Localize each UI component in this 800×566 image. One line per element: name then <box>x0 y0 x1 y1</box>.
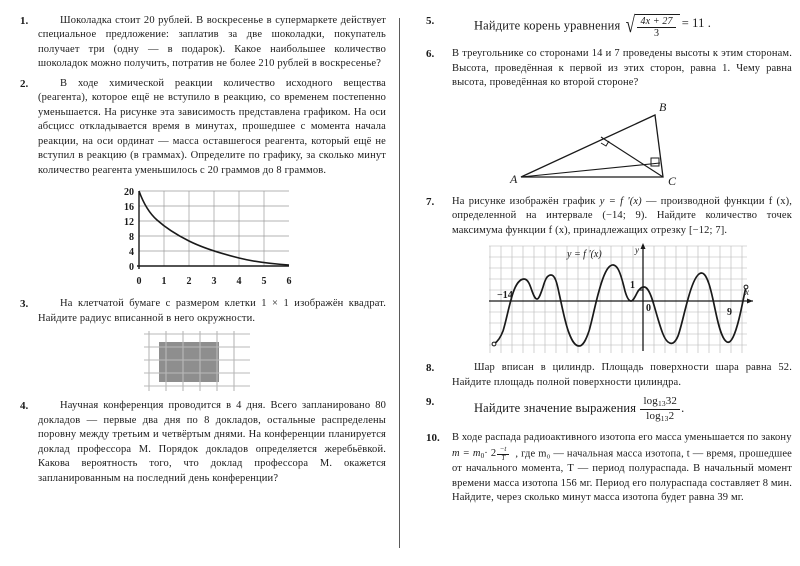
square-grid-svg <box>138 331 256 393</box>
problem-6-number: 6. <box>426 48 435 61</box>
problem-9-body: Найдите значение выражения <box>474 401 637 416</box>
decay-xtick-1: 1 <box>161 276 167 288</box>
triangle-label-a: A <box>510 171 518 186</box>
log-num-base: log <box>643 395 658 408</box>
problem-8-number: 8. <box>426 362 435 375</box>
curve-endpoint-left <box>492 342 496 346</box>
problem-5-text <box>452 14 792 39</box>
problem-7 <box>418 195 792 238</box>
equation-fraction <box>637 16 675 39</box>
problem-9-text <box>452 395 792 423</box>
problem-1-number: 1. <box>20 15 29 27</box>
problem-9 <box>418 395 792 423</box>
formula-exponent <box>497 446 509 463</box>
left-column <box>8 14 400 556</box>
shaded-square <box>159 342 219 382</box>
altitude-from-c <box>601 137 663 177</box>
decay-grid <box>139 191 289 266</box>
problem-4-body: Научная конференция проводится в 4 дня. Всего запланировано 80 докладов — первые два дня по 8 докладов, остальные распределены поровну между третьим и четвёртым днями. На конференции планируется доклад профессора М. Порядок докладов определяется жеребьёвкой. Какова вероятность того, что доклад профессора М. окажется запланированным на последний день конференции? <box>38 400 386 484</box>
triangle-label-b: B <box>659 99 667 114</box>
log-den-arg: 2 <box>668 409 675 422</box>
problem-4-text <box>38 399 386 486</box>
decay-xtick-0: 0 <box>136 276 142 288</box>
triangle-abc <box>521 115 663 177</box>
equation-denominator: 3 <box>653 28 660 40</box>
decay-ytick-20: 20 <box>124 187 134 199</box>
problem-8-body: Шар вписан в цилиндр. Площадь поверхности шара равна 52. Найдите площадь полной поверхности цилиндра. <box>452 362 792 388</box>
derivative-grid <box>489 246 747 353</box>
problem-4-number: 4. <box>20 400 29 413</box>
problem-7-body-1: На рисунке изображён график <box>452 195 596 207</box>
log-denominator <box>640 410 680 423</box>
problem-10-number: 10. <box>426 432 440 445</box>
log-numerator <box>640 395 680 409</box>
formula-mid: · 2 <box>484 447 497 459</box>
problem-9-number: 9. <box>426 396 435 409</box>
problem-8-text <box>452 361 792 390</box>
exponent-num-var: t <box>504 444 507 453</box>
decay-ytick-4: 4 <box>129 247 134 259</box>
problem-6-body: В треугольнике со сторонами 14 и 7 проведены высоты к этим сторонам. Высота, проведённая к первой из этих сторон, равна 1. Чему равна высота, проведённая ко второй стороне? <box>452 48 792 89</box>
problem-7-number: 7. <box>426 195 435 208</box>
problem-3-body: На клетчатой бумаге с размером клетки 1 × 1 изображён квадрат. Найдите радиус вписанной в него окружности. <box>38 298 386 324</box>
problem-8 <box>418 361 792 390</box>
problem-2 <box>8 77 386 178</box>
decay-ytick-0: 0 <box>129 262 134 274</box>
log-num-sub: 13 <box>657 399 666 409</box>
figure-triangle <box>418 97 792 189</box>
decay-ytick-8: 8 <box>129 232 134 244</box>
problem-3-number: 3. <box>20 298 29 311</box>
problem-7-text <box>452 195 792 238</box>
triangle-label-c: C <box>668 173 677 188</box>
radical-sign: √ <box>625 12 635 37</box>
triangle-svg <box>505 97 705 189</box>
right-column <box>400 14 792 556</box>
derivative-axis-y-label: y <box>635 245 639 256</box>
exponent-denominator: T <box>501 453 506 462</box>
figure-square-grid <box>8 331 386 393</box>
problem-10-formula <box>452 444 513 462</box>
problem-10 <box>418 431 792 506</box>
equation-numerator: 4x + 27 <box>637 16 675 28</box>
problem-5-number: 5. <box>426 15 435 27</box>
problem-2-text <box>38 77 386 178</box>
derivative-label-nine: 9 <box>727 307 732 319</box>
problem-6-text <box>452 47 792 90</box>
decay-x-ticks <box>137 276 292 287</box>
derivative-label-minus14: −14 <box>497 290 513 302</box>
problem-2-body: В ходе химической реакции количество исходного вещества (реагента), которое ещё не вступило в реакцию, со временем постепенно уменьшается. На рисунке эта зависимость представлена графиком. На оси абсцисс откладывается время в минутах, прошедшее с момента начала реакции, на оси ординат — масса оставшегося реагента, который ещё не вступил в реакцию (в граммах). Определите по графику, за сколько минут количество реагента уменьшилось с 20 граммов до 8 граммов. <box>38 77 386 176</box>
exponent-sign: − <box>500 444 505 453</box>
log-num-arg: 32 <box>665 395 678 408</box>
derivative-axis-x-label: x <box>745 287 749 298</box>
figure-derivative-graph <box>418 243 792 355</box>
problem-1 <box>8 14 386 72</box>
problem-1-body: Шоколадка стоит 20 рублей. В воскресенье в супермаркете действует специальное предложение: заплатив за две шоколадки, покупатель получает три (одну — в подарок). Какое наибольшее количество шоколадок можно получить, потратив не более 210 рублей в воскресенье? <box>38 15 386 70</box>
problem-10-body-2: , где m₀ — начальная масса изотопа, t — время, прошедшее от начального момента, T — период полураспада. В начальный момент времени масса изотопа 156 мг. Период его полураспада составляет 8 мин. Найдите, через сколько минут масса изотопа будет равна 39 мг. <box>452 447 792 504</box>
problem-3-text <box>38 297 386 326</box>
decay-xtick-6: 6 <box>286 276 292 288</box>
problem-9-period: . <box>681 401 685 416</box>
derivative-curve-label: y = f '(x) <box>567 249 602 261</box>
problem-10-body-1: В ходе распада радиоактивного изотопа его масса уменьшается по закону <box>452 432 792 444</box>
log-den-sub: 13 <box>660 413 669 423</box>
altitude-from-a <box>521 163 660 177</box>
decay-y-ticks <box>124 187 134 273</box>
derivative-label-one: 1 <box>630 280 635 292</box>
decay-xtick-5: 5 <box>261 276 267 288</box>
equation-equals: = 11 . <box>681 16 712 30</box>
problem-6 <box>418 47 792 90</box>
decay-xtick-3: 3 <box>211 276 217 288</box>
derivative-graph-svg <box>455 243 755 355</box>
derivative-label-origin: 0 <box>646 303 651 315</box>
problem-2-number: 2. <box>20 77 29 90</box>
decay-ytick-16: 16 <box>124 202 134 214</box>
problem-9-fraction <box>640 395 680 423</box>
problem-7-body-2: — производной функции f (x), определенной на интервале (−14; 9). Найдите количество точек максимума функции f (x), принадлежащих отрезку [−12; 7]. <box>452 195 793 236</box>
problem-1-text <box>38 14 386 72</box>
problem-7-formula: y = f '(x) <box>599 195 642 207</box>
problem-5-equation <box>624 14 711 39</box>
problem-4 <box>8 399 386 486</box>
decay-ytick-12: 12 <box>124 217 134 229</box>
decay-xtick-4: 4 <box>236 276 242 288</box>
problem-10-text <box>452 431 792 506</box>
problem-3 <box>8 297 386 326</box>
figure-decay-graph <box>8 183 386 291</box>
problem-5-body: Найдите корень уравнения <box>474 18 621 33</box>
problem-5 <box>418 14 792 39</box>
x-axis-arrow <box>747 299 753 304</box>
decay-graph-svg <box>97 183 297 291</box>
log-den-base: log <box>646 409 661 422</box>
decay-xtick-2: 2 <box>186 276 192 288</box>
formula-lhs-sub: 0 <box>480 451 485 460</box>
formula-lhs: m = m <box>452 447 481 459</box>
right-angle-mark-bc <box>651 158 659 166</box>
